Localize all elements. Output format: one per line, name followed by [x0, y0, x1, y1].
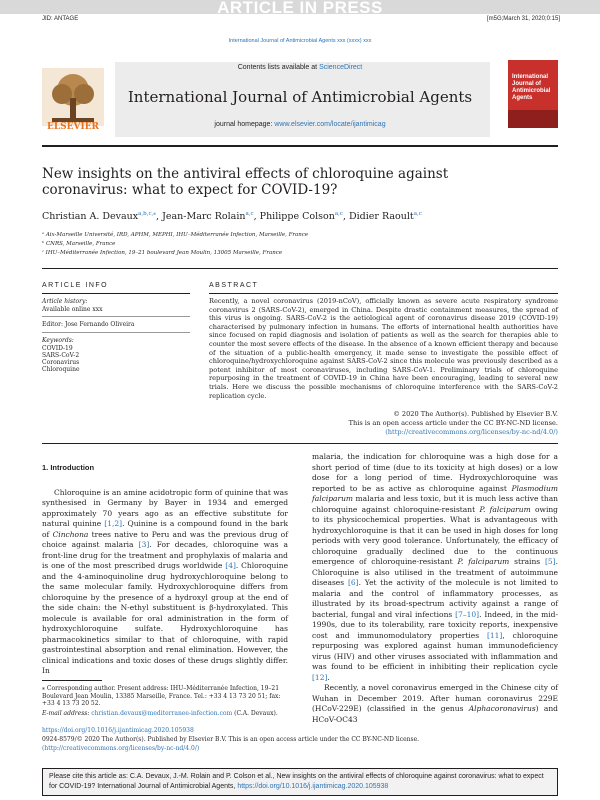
article-info-rule: [42, 293, 190, 294]
abstract-heading: ABSTRACT: [209, 282, 259, 289]
citation-link[interactable]: [3]: [138, 540, 150, 549]
text-run: trees native to Peru and was the previous drug of choice against malaria: [42, 529, 288, 549]
citation-link[interactable]: [11]: [486, 630, 503, 640]
italic-run: Alphacoronavirus: [468, 704, 536, 713]
text-run: . Chloroquine and the 4-aminoquinoline drug hydroxychloroquine belong to the same molecular family. Hydroxychloroquine differs from chloroquine by the presence of a hydroxyl group at the end of the side chain: the N-ethyl substituent is β-hydroxylated. This molecule is available for oral administration in the form of hydroxychloroquine sulfate. Hydroxychloroquine has pharmacokinetics similar to that of chloroquine, with rapid gastrointestinal absorption and renal elimination. However, the clinical indications and toxic doses of these drugs slightly differ. In: [42, 561, 289, 675]
text-run: . For decades, chloroquine was a front-line drug for the treatment and prophylaxis of malaria and is one of the most prescribed drugs worldwide: [42, 540, 288, 570]
italic-run: P. falciparum: [479, 504, 531, 514]
text-run: Recently, a novel coronavirus emerged in the Chinese city of Wuhan in December 2019. After human coronavirus 229E (HCoV-229E) (classified in the genus: [312, 683, 558, 713]
citation-link[interactable]: [5]: [544, 557, 556, 566]
homepage-link[interactable]: www.elsevier.com/locate/ijantimicag: [274, 121, 386, 128]
affiliation-b: ᵇ CNRS, Marseille, France: [42, 241, 116, 247]
citation-text: Please cite this article as: C.A. Devaux, J.-M. Rolain and P. Colson et al., New insights on the antiviral effects of chloroquine against coronavirus: what to expect for COVID-19? International Journal of Antimicrobial Agents,: [49, 773, 544, 790]
info-divider: [42, 316, 190, 317]
header-rule: [42, 145, 558, 147]
author-affiliation-marks[interactable]: a,b,c,⁎: [138, 211, 157, 217]
affiliation-a: ᵃ Aix-Marseille Université, IRD, APHM, MEPHI, IHU–Méditerranée Infection, Marseille, France: [42, 232, 309, 238]
license-link[interactable]: (http://creativecommons.org/licenses/by-nc-nd/4.0/): [385, 428, 558, 436]
author-separator: ,: [253, 211, 260, 223]
citation-doi-link[interactable]: https://doi.org/10.1016/j.ijantimicag.2020.105938: [237, 783, 389, 790]
abstract-bottom-rule: [42, 443, 558, 444]
info-divider: [42, 332, 190, 333]
author-name[interactable]: Philippe Colson: [259, 211, 335, 223]
body-column-left: [42, 463, 288, 677]
editor-line: Editor: Jose Fernando Oliveira: [42, 321, 135, 328]
citation-link[interactable]: [12]: [312, 672, 328, 682]
issn-line: 0924-8579/© 2020 The Author(s). Published by Elsevier B.V. This is an open access article under the CC BY-NC-ND license.: [42, 736, 420, 743]
author-list: [42, 211, 422, 222]
citation-box: [42, 768, 558, 796]
elsevier-logo-text: ELSEVIER: [46, 122, 100, 132]
journal-cover-image[interactable]: [508, 60, 558, 128]
history-label: [42, 298, 87, 305]
text-run: owing to its physicochemical properties. What is advantageous with hydroxychloroquine is that it can be used in high doses for long periods with very good tolerance. Unfortunately, the efficacy of chloroquine gradually declined due to the continuous emergence of chloroquine-resistant: [312, 504, 558, 566]
email-suffix: (C.A. Devaux).: [232, 710, 278, 717]
citation-link[interactable]: [4]: [225, 561, 236, 570]
history-value: Available online xxx: [42, 306, 103, 313]
copyright-line: © 2020 The Author(s). Published by Elsevier B.V.: [393, 410, 558, 418]
text-run: . Chloroquine is also utilised in the treatment of autoimmune diseases: [312, 557, 558, 587]
author-affiliation-marks[interactable]: a,c: [413, 211, 422, 217]
affiliation-c: ᶜ IHU–Méditerranée Infection, 19–21 boulevard Jean Moulin, 13005 Marseille, France: [42, 250, 283, 256]
keyword-item: Coronavirus: [42, 359, 80, 366]
email-footnote: [42, 710, 292, 718]
footnote-license-link[interactable]: (http://creativecommons.org/licenses/by-nc-nd/4.0/): [42, 745, 200, 752]
citation-link[interactable]: [7–10]: [455, 609, 480, 619]
homepage-prefix: journal homepage:: [214, 121, 275, 128]
text-run: , chloroquine repurposing was explored against human immunodeficiency virus (HIV) and other viruses associated with inflammation and was found to be efficient in inhibiting their replication cycle: [312, 630, 558, 671]
citation-link[interactable]: [1,2]: [104, 519, 123, 528]
text-run: . Quinine is a compound found in the bark of: [42, 519, 288, 539]
section-rule: [42, 268, 558, 269]
author-separator: ,: [156, 211, 163, 223]
text-run: strains: [509, 557, 545, 566]
citation-link[interactable]: [6]: [347, 578, 359, 587]
keyword-item: Chloroquine: [42, 366, 80, 373]
author-name[interactable]: Jean-Marc Rolain: [162, 211, 246, 223]
article-in-press-banner: [0, 0, 600, 17]
text-run: ) and HCoV-OC43: [312, 704, 558, 724]
text-run: . Indeed, in the mid-1990s, due to its tolerability, rare toxicity reports, inexpensive cost and immunomodulatory properties: [312, 609, 558, 640]
corresponding-author-footnote: ⁎ Corresponding author. Present address: IHU–Méditerranée Infection, 19–21 Boulevard Jean Moulin, 13385 Marseille, France. Tel.: +33 4 13 73 20 51; fax: +33 4 13 73 20 52.: [42, 685, 281, 707]
text-run: malaria and less toxic, but it is much less active than chloroquine against chloroquine-resistant: [312, 494, 558, 514]
abstract-rule: [209, 293, 558, 294]
article-info-heading: ARTICLE INFO: [42, 282, 109, 289]
open-access-line: This is an open access article under the CC BY-NC-ND license.: [348, 419, 558, 427]
keywords-label: [42, 337, 74, 344]
intro-paragraph-2: [312, 683, 558, 725]
keyword-item: COVID-19: [42, 345, 73, 352]
article-title: New insights on the antiviral effects of chloroquine against coronavirus: what to expect for COVID-19?: [42, 166, 449, 198]
contents-prefix: Contents lists available at: [237, 64, 320, 71]
cover-title: International Journal of Antimicrobial Agents: [512, 74, 551, 101]
body-column-right: [312, 452, 558, 725]
email-link[interactable]: christian.devaux@mediterranee-infection.com: [91, 710, 233, 717]
author-name[interactable]: Didier Raoult: [349, 211, 414, 223]
italic-run: Plasmodium falciparum: [312, 483, 558, 503]
text-run: malaria, the indication for chloroquine was a high dose for a short period of time (due to its toxicity at high doses) or a low dose for a long period of time. Hydroxychloroquine was reported to be as active as chloroquine against: [312, 452, 558, 493]
text-run: . Yet the activity of the molecule is not limited to malaria and the control of inflammatory processes, as illustrated by its broad-spectrum activity against a range of bacterial, fungal and viral infections: [312, 578, 559, 619]
intro-paragraph-1-cont: [312, 452, 558, 683]
text-run: Chloroquine is an amine acidotropic form of quinine that was synthesised in Germany by Bayer in 1934 and emerged approximately 70 years ago as an effective substitute for natural quinine: [42, 487, 288, 528]
journal-title: International Journal of Antimicrobial Agents: [127, 88, 473, 106]
doi-link[interactable]: https://doi.org/10.1016/j.ijantimicag.2020.105938: [42, 727, 194, 734]
author-affiliation-marks[interactable]: a,c: [334, 211, 343, 217]
journal-reference-link[interactable]: International Journal of Antimicrobial Agents xxx (xxxx) xxx: [228, 38, 372, 44]
author-affiliation-marks[interactable]: a,c: [245, 211, 254, 217]
author-separator: ,: [342, 211, 349, 223]
intro-paragraph-1: [42, 488, 288, 677]
cover-stripe: [508, 110, 558, 128]
footnote-rule: [42, 680, 102, 681]
text-run: .: [327, 672, 330, 682]
msg-label: [m5G;March 31, 2020;0:15]: [486, 16, 560, 22]
jid-label: JID: ANTAGE: [42, 16, 79, 22]
email-label: E-mail address:: [42, 710, 92, 717]
italic-run: P. falciparum: [457, 557, 510, 566]
abstract-text: Recently, a novel coronavirus (2019-nCoV), officially known as severe acute respiratory syndrome coronavirus 2 (SARS-CoV-2), emerged in China. Despite drastic containment measures, the spread of this virus is ongoing. SARS-CoV-2 is the aetiological agent of coronavirus disease 2019 (COVID-19) characterised by pulmonary infection in humans. The efforts of international health authorities have since focused on rapid diagnosis and isolation of patients as well as the search for therapies able to counter the most severe effects of the disease. In the absence of a known efficient therapy and because of the situation of a public-health emergency, it made sense to investigate the possible effect of chloroquine/hydroxychloroquine against SARS-CoV-2 since this molecule was previously described as a potent inhibitor of most coronaviruses, including SARS-CoV-1. Preliminary trials of chloroquine repurposing in the treatment of COVID-19 in China have been encouraging, leading to several new trials. Here we discuss the possible mechanisms of chloroquine interference with the SARS-CoV-2 replication cycle.: [209, 297, 558, 400]
keyword-item: SARS-CoV-2: [42, 352, 80, 359]
author-name[interactable]: Christian A. Devaux: [42, 211, 139, 223]
history-label-text: Article history:: [42, 298, 88, 305]
banner-text: ARTICLE IN PRESS: [217, 0, 383, 17]
keywords-label-text: Keywords:: [42, 337, 74, 344]
section-heading-introduction: 1. Introduction: [42, 463, 95, 472]
sciencedirect-link[interactable]: ScienceDirect: [319, 64, 363, 71]
italic-run: Cinchona: [52, 529, 89, 539]
